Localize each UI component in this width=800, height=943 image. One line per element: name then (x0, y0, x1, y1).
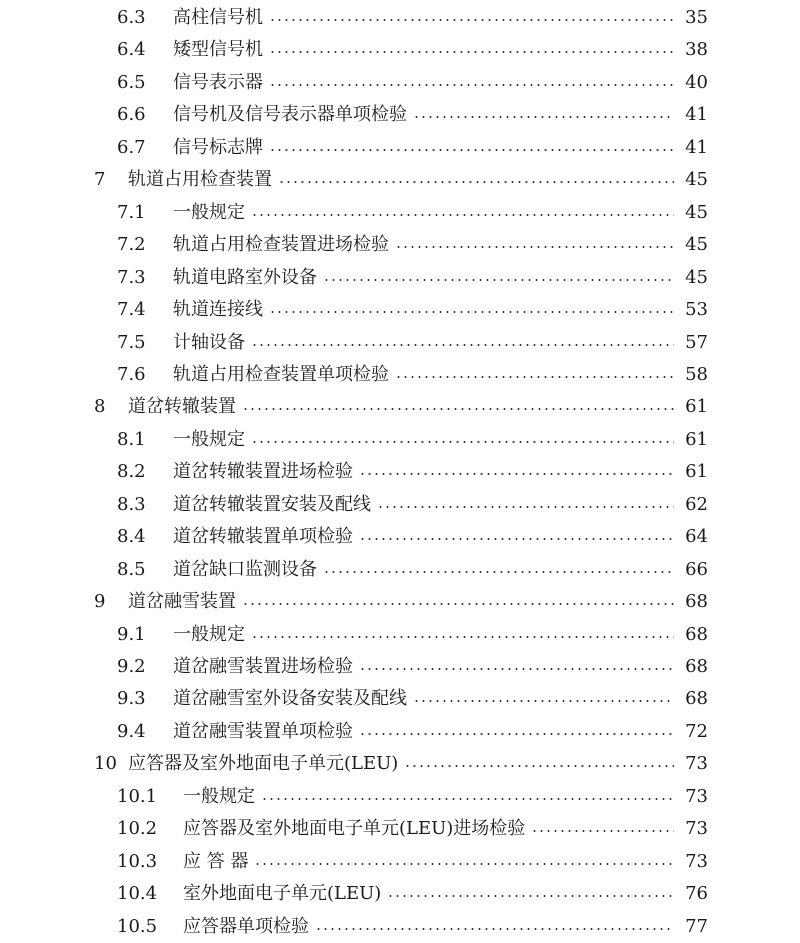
dot-leader (531, 830, 674, 832)
toc-entry[interactable] (0, 327, 708, 359)
dot-leader (269, 149, 674, 151)
toc-entry-number: 6.4 (117, 39, 146, 61)
toc-entry[interactable] (0, 34, 708, 66)
toc-entry[interactable] (0, 781, 708, 813)
toc-entry-title: 道岔融雪装置 (128, 591, 236, 613)
toc-entry-number: 7.3 (117, 266, 146, 288)
toc-entry-number: 10 (94, 753, 117, 775)
dot-leader (359, 668, 674, 670)
toc-entry-page: 58 (685, 363, 708, 385)
toc-entry-page: 73 (685, 818, 708, 840)
toc-entry[interactable] (0, 132, 708, 164)
dot-leader (242, 603, 674, 605)
dot-leader (251, 214, 674, 216)
toc-entry-number: 7.1 (117, 201, 146, 223)
toc-entry-title: 高柱信号机 (173, 7, 263, 28)
dot-leader (413, 116, 674, 118)
toc-entry-number: 10.2 (117, 818, 158, 840)
toc-entry-page: 45 (685, 201, 708, 223)
toc-entry-number: 10.3 (117, 850, 158, 872)
toc-entry[interactable] (0, 67, 708, 99)
toc-entry-page: 66 (685, 558, 708, 580)
dot-leader (395, 376, 674, 378)
toc-entry-title: 轨道占用检查装置单项检验 (173, 363, 389, 385)
toc-entry-number: 8.2 (117, 461, 146, 483)
dot-leader (278, 181, 674, 183)
toc-entry-number: 9.3 (117, 688, 146, 710)
toc-entry-title: 轨道占用检查装置进场检验 (173, 234, 389, 256)
dot-leader (315, 928, 674, 930)
toc-entry-title: 道岔转辙装置单项检验 (173, 526, 353, 548)
toc-entry-page: 38 (685, 39, 708, 61)
dot-leader (377, 506, 674, 508)
toc-entry-title: 应答器单项检验 (183, 915, 309, 937)
toc-entry-page: 57 (685, 331, 708, 353)
toc-entry[interactable] (0, 521, 708, 553)
toc-entry-number: 6.3 (117, 7, 146, 28)
toc-entry-page: 35 (685, 7, 708, 28)
toc-entry-page: 62 (685, 493, 708, 515)
toc-entry-number: 6.6 (117, 104, 146, 126)
toc-entry-page: 68 (685, 656, 708, 677)
toc-entry[interactable] (0, 197, 708, 229)
dot-leader (254, 863, 674, 865)
dot-leader (359, 473, 674, 475)
toc-entry-page: 53 (685, 299, 708, 321)
toc-entry[interactable] (0, 229, 708, 261)
toc-entry[interactable] (0, 748, 708, 780)
toc-entry[interactable] (0, 99, 708, 131)
toc-entry-title: 应答器及室外地面电子单元(LEU)进场检验 (183, 818, 526, 840)
toc-entry[interactable] (0, 683, 708, 715)
toc-entry[interactable] (0, 651, 708, 683)
toc-entry-number: 7.4 (117, 299, 146, 321)
toc-entry-page: 40 (685, 71, 708, 93)
toc-entry-page: 68 (685, 591, 708, 613)
toc-entry[interactable] (0, 262, 708, 294)
toc-entry-title: 道岔转辙装置 (128, 396, 236, 418)
toc-entry[interactable] (0, 554, 708, 586)
toc-entry-number: 9.4 (117, 720, 146, 742)
dot-leader (387, 895, 674, 897)
toc-entry-title: 道岔融雪装置单项检验 (173, 720, 353, 742)
toc-entry-title: 信号标志牌 (173, 136, 263, 158)
dot-leader (404, 765, 674, 767)
toc-entry-page: 64 (685, 526, 708, 548)
toc-entry-title: 矮型信号机 (173, 39, 263, 61)
toc-entry-page: 41 (685, 136, 708, 158)
toc-entry[interactable] (0, 911, 708, 943)
dot-leader (413, 700, 674, 702)
toc-entry-page: 61 (685, 428, 708, 450)
dot-leader (269, 51, 674, 53)
dot-leader (242, 408, 674, 410)
dot-leader (359, 733, 674, 735)
toc-entry-title: 应 答 器 (183, 850, 249, 872)
toc-entry-page: 73 (685, 850, 708, 872)
toc-entry[interactable] (0, 359, 708, 391)
toc-entry-title: 道岔融雪装置进场检验 (173, 656, 353, 677)
toc-entry-title: 道岔融雪室外设备安装及配线 (173, 688, 407, 710)
toc-entry[interactable] (0, 164, 708, 196)
toc-entry[interactable] (0, 878, 708, 910)
toc-entry-number: 7.2 (117, 234, 146, 256)
toc-entry-title: 道岔转辙装置进场检验 (173, 461, 353, 483)
dot-leader (251, 344, 674, 346)
toc-entry-title: 轨道连接线 (173, 299, 263, 321)
dot-leader (359, 538, 674, 540)
dot-leader (269, 84, 674, 86)
toc-entry[interactable] (0, 586, 708, 618)
toc-entry-title: 一般规定 (183, 785, 255, 807)
toc-entry[interactable] (0, 813, 708, 845)
dot-leader (323, 571, 674, 573)
toc-entry-number: 8.1 (117, 428, 146, 450)
toc-entry-number: 7 (94, 169, 106, 191)
toc-entry-title: 信号表示器 (173, 71, 263, 93)
toc-entry-title: 道岔缺口监测设备 (173, 558, 317, 580)
toc-entry[interactable] (0, 489, 708, 521)
toc-entry-page: 41 (685, 104, 708, 126)
dot-leader (251, 441, 674, 443)
toc-entry[interactable] (0, 456, 708, 488)
toc-entry[interactable] (0, 2, 708, 34)
toc-entry-page: 77 (685, 915, 708, 937)
dot-leader (251, 636, 674, 638)
toc-entry-title: 计轴设备 (173, 331, 245, 353)
toc-entry-number: 9 (94, 591, 106, 613)
toc-entry[interactable] (0, 294, 708, 326)
toc-entry-page: 68 (685, 688, 708, 710)
toc-entry-title: 轨道电路室外设备 (173, 266, 317, 288)
toc-entry-number: 7.6 (117, 363, 146, 385)
dot-leader (395, 246, 674, 248)
toc-entry-number: 8.5 (117, 558, 146, 580)
toc-entry[interactable] (0, 391, 708, 423)
toc-entry[interactable] (0, 716, 708, 748)
toc-entry[interactable] (0, 846, 708, 878)
toc-entry-number: 6.7 (117, 136, 146, 158)
toc-entry-number: 10.5 (117, 915, 158, 937)
dot-leader (323, 279, 674, 281)
toc-entry-title: 信号机及信号表示器单项检验 (173, 104, 407, 126)
toc-entry-page: 45 (685, 266, 708, 288)
toc-entry-number: 7.5 (117, 331, 146, 353)
toc-entry-page: 68 (685, 623, 708, 645)
toc-entry[interactable] (0, 619, 708, 651)
toc-entry-page: 73 (685, 785, 708, 807)
dot-leader (269, 311, 674, 313)
toc-entry-number: 9.1 (117, 623, 146, 645)
toc-entry-page: 61 (685, 461, 708, 483)
toc-entry-title: 室外地面电子单元(LEU) (183, 883, 382, 905)
toc-entry-number: 9.2 (117, 656, 146, 677)
toc-entry-number: 8 (94, 396, 106, 418)
toc-entry-page: 45 (685, 234, 708, 256)
toc-entry-number: 10.1 (117, 785, 158, 807)
toc-entry-title: 一般规定 (173, 201, 245, 223)
toc-entry-title: 一般规定 (173, 623, 245, 645)
toc-entry-title: 一般规定 (173, 428, 245, 450)
toc-entry-page: 72 (685, 720, 708, 742)
dot-leader (261, 798, 674, 800)
toc-entry-number: 10.4 (117, 883, 158, 905)
toc-entry-page: 61 (685, 396, 708, 418)
toc-entry-title: 轨道占用检查装置 (128, 169, 272, 191)
toc-entry[interactable] (0, 424, 708, 456)
toc-entry-title: 道岔转辙装置安装及配线 (173, 493, 371, 515)
dot-leader (269, 19, 674, 21)
toc-entry-page: 45 (685, 169, 708, 191)
toc-entry-page: 73 (685, 753, 708, 775)
toc-entry-number: 8.3 (117, 493, 146, 515)
toc-entry-page: 76 (685, 883, 708, 905)
toc-entry-number: 8.4 (117, 526, 146, 548)
toc-entry-title: 应答器及室外地面电子单元(LEU) (128, 753, 399, 775)
toc-entry-number: 6.5 (117, 71, 146, 93)
